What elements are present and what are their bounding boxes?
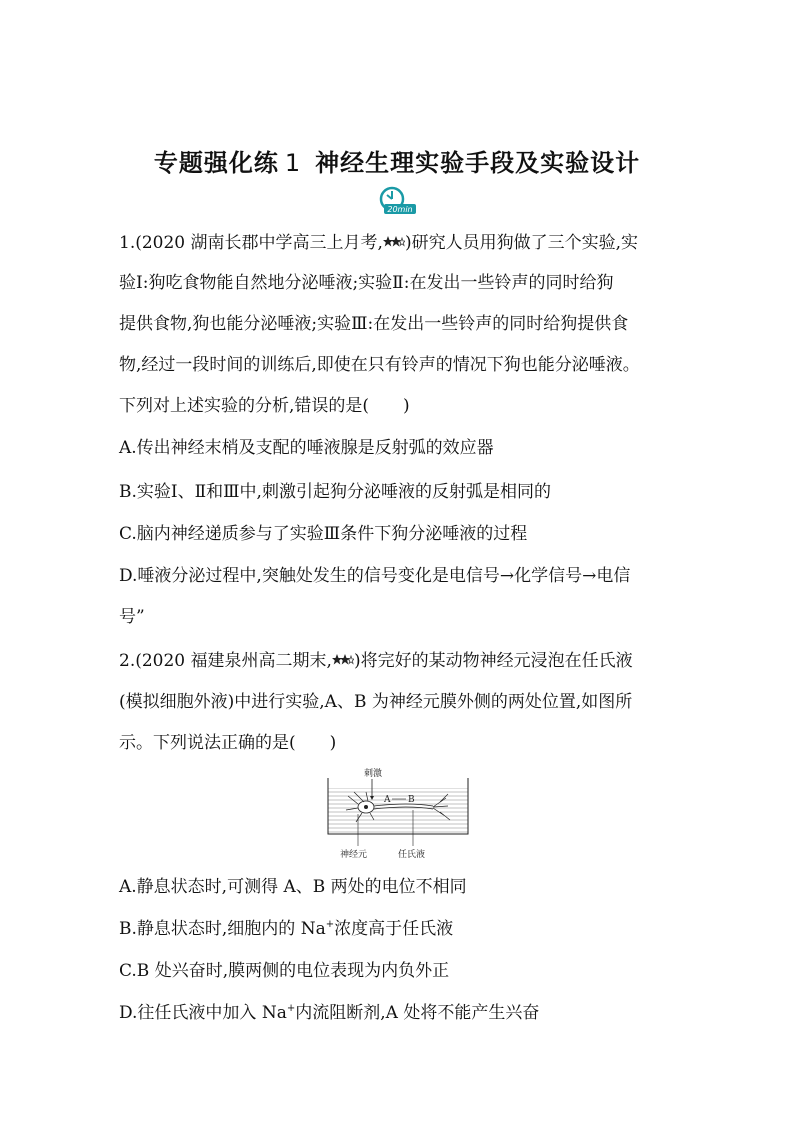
figure-label-neuron: 神经元	[340, 850, 368, 860]
q2-option-d-sup: +	[286, 1003, 296, 1014]
figure-label-b: B	[408, 795, 415, 805]
q2-option-b	[119, 918, 453, 940]
q1-option-b: B.实验Ⅰ、Ⅱ和Ⅲ中,刺激引起狗分泌唾液的反射弧是相同的	[119, 482, 551, 502]
figure-label-stimulus: 刺激	[364, 769, 383, 779]
q2-option-c: C.B 处兴奋时,膜两侧的电位表现为内负外正	[119, 961, 450, 981]
q2-line-2: (模拟细胞外液)中进行实验,A、B 为神经元膜外侧的两处位置,如图所	[119, 692, 633, 712]
q2-option-b-pre: B.静息状态时,细胞内的 Na	[119, 919, 326, 939]
difficulty-stars-icon	[332, 652, 354, 668]
q2-option-b-post: 浓度高于任氏液	[334, 919, 454, 939]
q2-line-3: 示。下列说法正确的是( )	[119, 733, 337, 753]
title-topic: 神经生理实验手段及实验设计	[315, 149, 641, 177]
timer-icon	[378, 186, 418, 216]
title-prefix: 专题强化练	[153, 149, 279, 177]
q2-line-1	[119, 650, 633, 672]
timer-label: 20min	[387, 205, 413, 214]
title-number: 1	[284, 149, 302, 177]
q2-option-d	[119, 1002, 539, 1024]
q1-line-2: 验Ⅰ:狗吃食物能自然地分泌唾液;实验Ⅱ:在发出一些铃声的同时给狗	[119, 273, 614, 293]
figure-label-solution: 任氏液	[398, 850, 426, 860]
q2-option-d-pre: D.往任氏液中加入 Na	[119, 1003, 287, 1023]
q2-option-b-sup: +	[325, 919, 335, 930]
q2-line-1-text-b: )将完好的某动物神经元浸泡在任氏液	[353, 651, 633, 671]
figure-label-a: A	[384, 795, 391, 805]
neuron-figure	[318, 762, 478, 862]
difficulty-stars-icon	[383, 234, 405, 250]
q1-line-4: 物,经过一段时间的训练后,即使在只有铃声的情况下狗也能分泌唾液。	[119, 355, 640, 375]
q1-option-c: C.脑内神经递质参与了实验Ⅲ条件下狗分泌唾液的过程	[119, 524, 528, 544]
q1-line-3: 提供食物,狗也能分泌唾液;实验Ⅲ:在发出一些铃声的同时给狗提供食	[119, 314, 629, 334]
q1-option-d: D.唾液分泌过程中,突触处发生的信号变化是电信号→化学信号→电信	[119, 566, 631, 586]
q1-line-5: 下列对上述实验的分析,错误的是( )	[119, 396, 410, 416]
page-title	[0, 143, 794, 178]
q1-option-d-cont: 号”	[119, 607, 145, 627]
q1-option-a: A.传出神经末梢及支配的唾液腺是反射弧的效应器	[119, 438, 494, 458]
q2-option-d-post: 内流阻断剂,A 处将不能产生兴奋	[295, 1003, 540, 1023]
q1-line-1	[119, 232, 638, 254]
q1-line-1-text-a: 1.(2020 湖南长郡中学高三上月考,	[119, 233, 383, 253]
q1-line-1-text-b: )研究人员用狗做了三个实验,实	[404, 233, 638, 253]
q2-line-1-text-a: 2.(2020 福建泉州高二期末,	[119, 651, 332, 671]
q2-option-a: A.静息状态时,可测得 A、B 两处的电位不相同	[119, 877, 467, 897]
